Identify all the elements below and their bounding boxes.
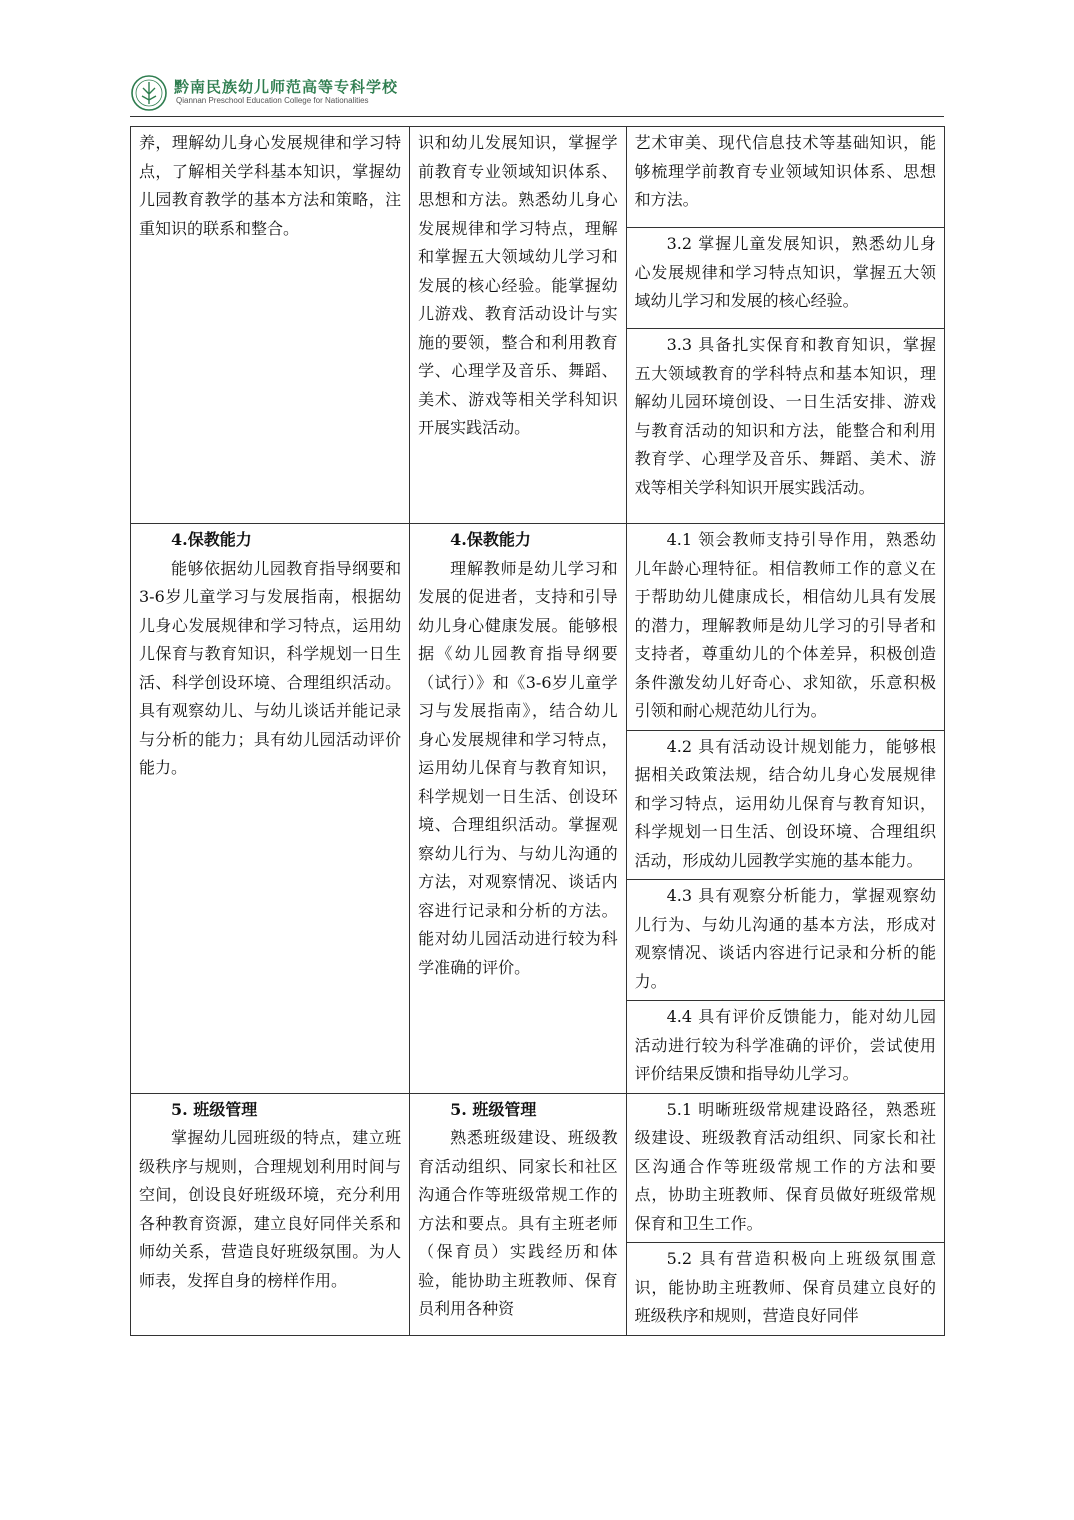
row2-col3-cell-1 — [626, 524, 944, 731]
row2-col3-text-2: 4.2 具有活动设计规划能力，能够根据相关政策法规，结合幼儿身心发展规律和学习特点，运用幼儿保育与教育知识，科学规划一日生活、创设环境、合理组织活动，形成幼儿园教学实施的基本能力。 — [634, 736, 936, 870]
row3-col2-text: 熟悉班级建设、班级教育活动组织、同家长和社区沟通合作等班级常规工作的方法和要点。具有主班老师（保育员）实践经历和体验，能协助主班教师、保育员利用各种资 — [418, 1128, 618, 1318]
row3-col3-text-1: 5.1 明晰班级常规建设路径，熟悉班级建设、班级教育活动组织、同家长和社区沟通合作等班级常规工作的方法和要点，协助主班教师、保育员做好班级常规保育和卫生工作。 — [634, 1099, 936, 1233]
row2-col1-cell — [131, 524, 410, 1094]
row3-col1-cell — [131, 1093, 410, 1335]
row3-col2-cell — [410, 1093, 627, 1335]
row1-col3-cell-1 — [626, 127, 944, 228]
row2-col2-title: 4.保教能力 — [450, 530, 531, 549]
row1-col3-text-3: 3.3 具备扎实保育和教育知识，掌握五大领域教育的学科特点和基本知识，理解幼儿园环境创设、一日生活安排、游戏与教育活动的知识和方法，能整合和利用教育学、心理学及音乐、舞蹈、美术、游戏等相关学科知识开展实践活动。 — [634, 335, 936, 497]
row2-col3-text-1: 4.1 领会教师支持引导作用，熟悉幼儿年龄心理特征。相信教师工作的意义在于帮助幼儿健康成长，相信幼儿具有发展的潜力，理解教师是幼儿学习的引导者和支持者，尊重幼儿的个体差异，积极创造条件激发幼儿好奇心、求知欲，乐意积极引领和耐心规范幼儿行为。 — [634, 530, 936, 720]
row1-col1-text: 养，理解幼儿身心发展规律和学习特点，了解相关学科基本知识，掌握幼儿园教育教学的基本方法和策略，注重知识的联系和整合。 — [139, 133, 402, 238]
row3-col3-cell-2 — [626, 1243, 944, 1336]
row2-col3-text-3: 4.3 具有观察分析能力，掌握观察幼儿行为、与幼儿沟通的基本方法，形成对观察情况、谈话内容进行记录和分析的能力。 — [634, 886, 936, 991]
table-row — [131, 1093, 945, 1243]
row3-col1-title: 5. 班级管理 — [171, 1099, 258, 1119]
table-row — [131, 127, 945, 228]
row2-col3-text-4: 4.4 具有评价反馈能力，能对幼儿园活动进行较为科学准确的评价，尝试使用评价结果反馈和指导幼儿学习。 — [634, 1007, 936, 1083]
school-logo-icon — [130, 74, 168, 112]
curriculum-table — [130, 126, 945, 1336]
row2-col1-title: 4.保教能力 — [171, 530, 252, 549]
row2-col3-cell-4 — [626, 1001, 944, 1094]
row1-col2-text: 识和幼儿发展知识，掌握学前教育专业领域知识体系、思想和方法。熟悉幼儿身心发展规律和学习特点，理解和掌握五大领域幼儿学习和发展的核心经验。能掌握幼儿游戏、教育活动设计与实施的要领，整合和利用教育学、心理学及音乐、舞蹈、美术、游戏等相关学科知识开展实践活动。 — [418, 133, 618, 437]
row1-col3-text-1: 艺术审美、现代信息技术等基础知识，能够梳理学前教育专业领域知识体系、思想和方法。 — [634, 133, 936, 209]
row1-col2-cell — [410, 127, 627, 524]
row1-col1-cell — [131, 127, 410, 524]
table-row — [131, 524, 945, 731]
row3-col3-text-2: 5.2 具有营造积极向上班级氛围意识，能协助主班教师、保育员建立良好的班级秩序和规则，营造良好同伴 — [634, 1249, 936, 1325]
row2-col1-text: 能够依据幼儿园教育指导纲要和3-6岁儿童学习与发展指南，根据幼儿身心发展规律和学习特点，运用幼儿保育与教育知识，科学规划一日生活、科学创设环境、合理组织活动。具有观察幼儿、与幼儿谈话并能记录与分析的能力；具有幼儿园活动评价能力。 — [139, 558, 402, 777]
row2-col2-text: 理解教师是幼儿学习和发展的促进者，支持和引导幼儿身心健康发展。能够根据《幼儿园教育指导纲要（试行）》和《3-6岁儿童学习与发展指南》，结合幼儿身心发展规律和学习特点，运用幼儿保育与教育知识，科学规划一日生活、创设环境、合理组织活动。掌握观察幼儿行为、与幼儿沟通的方法，对观察情况、谈话内容进行记录和分析的方法。能对幼儿园活动进行较为科学准确的评价。 — [418, 558, 618, 977]
row3-col1-text: 掌握幼儿园班级的特点，建立班级秩序与规则，合理规划利用时间与空间，创设良好班级环境，充分利用各种教育资源，建立良好同伴关系和师幼关系，营造良好班级氛围。为人师表，发挥自身的榜样作用。 — [139, 1128, 402, 1290]
school-name-en: Qiannan Preschool Education College for Nationalities — [176, 96, 369, 105]
row3-col3-cell-1 — [626, 1093, 944, 1243]
school-name-cn: 黔南民族幼儿师范高等专科学校 — [174, 78, 399, 96]
row3-col2-title: 5. 班级管理 — [450, 1099, 537, 1119]
row1-col3-text-2: 3.2 掌握儿童发展知识，熟悉幼儿身心发展规律和学习特点知识，掌握五大领域幼儿学习和发展的核心经验。 — [634, 234, 936, 311]
row1-col3-cell-2 — [626, 228, 944, 329]
row2-col2-cell — [410, 524, 627, 1094]
page-header — [130, 70, 944, 117]
row1-col3-cell-3 — [626, 329, 944, 524]
row2-col3-cell-2 — [626, 730, 944, 880]
row2-col3-cell-3 — [626, 880, 944, 1001]
